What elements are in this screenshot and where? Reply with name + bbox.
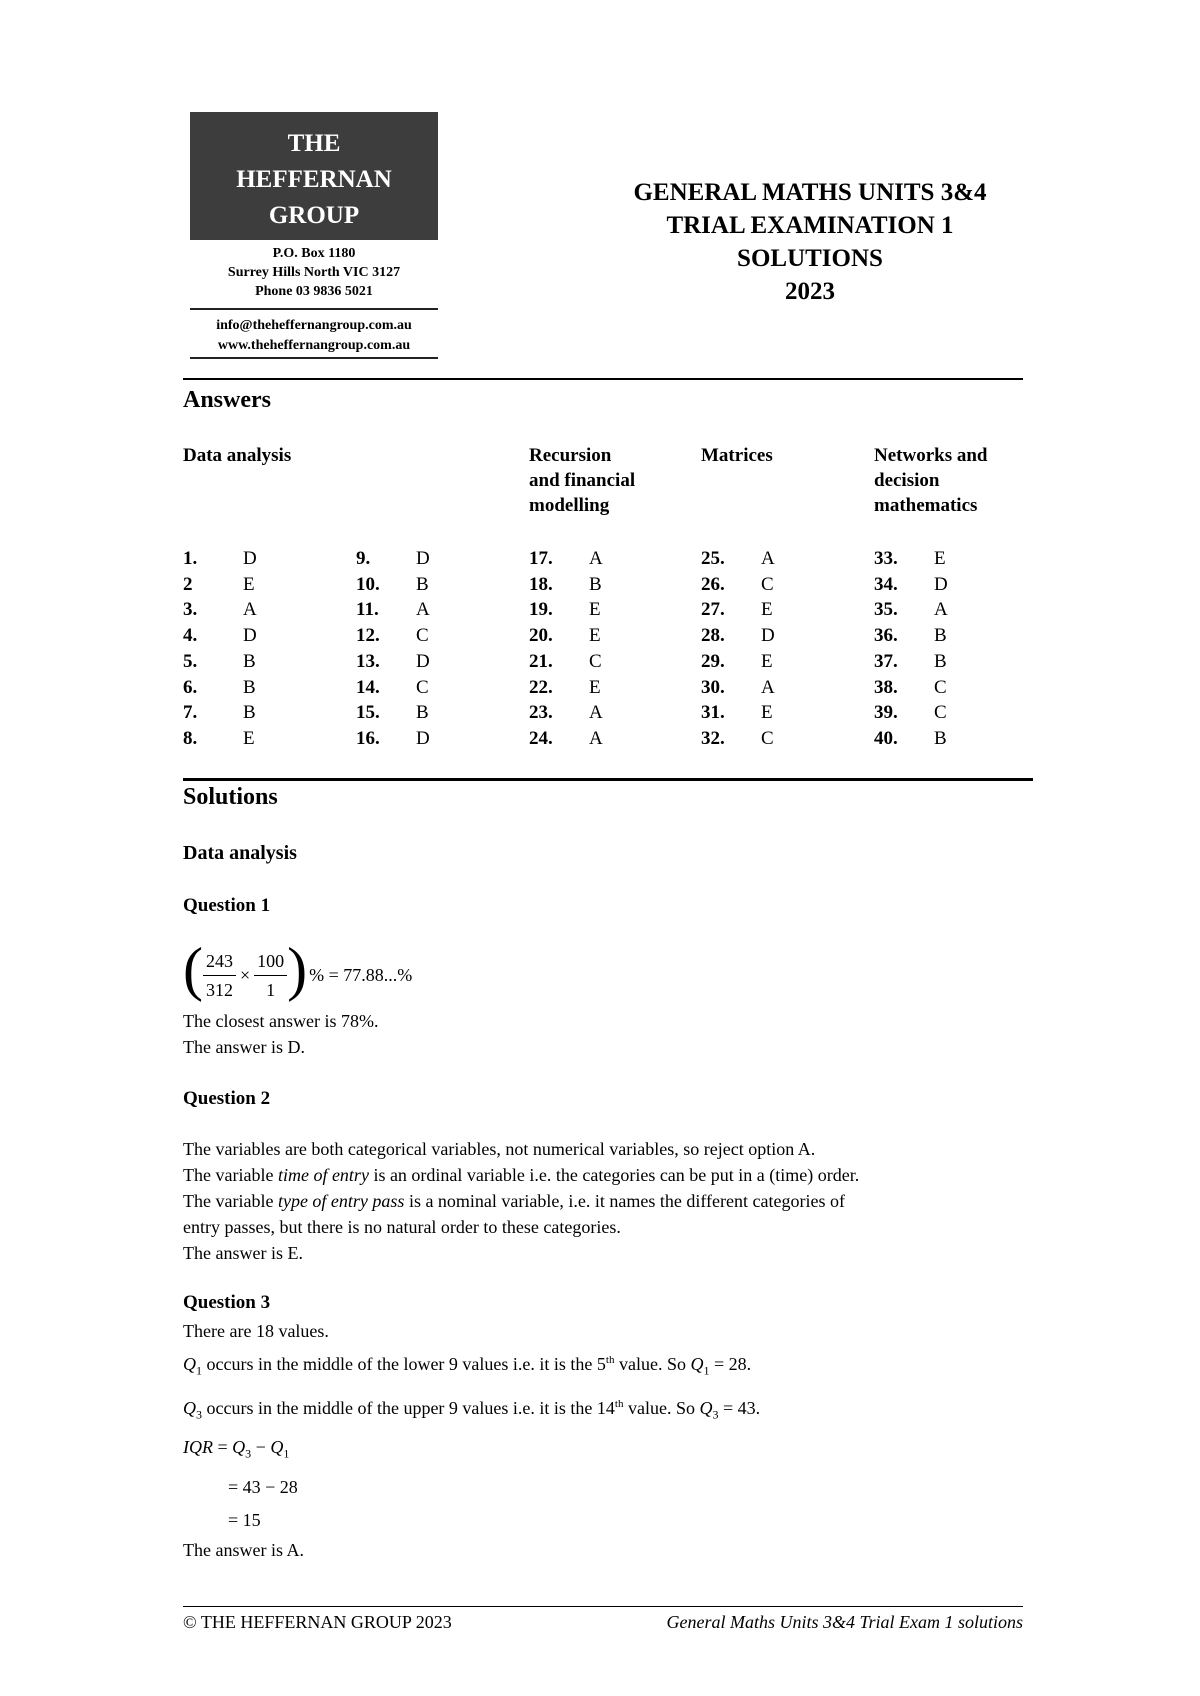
question-number: 15.	[356, 702, 380, 724]
answer-letter: A	[934, 599, 948, 621]
answer-letter: D	[243, 548, 257, 569]
denominator: 312	[205, 979, 233, 1000]
question-number: 19.	[529, 599, 553, 621]
section-data-analysis: Data analysis	[183, 445, 292, 466]
math-symbol: IQR	[183, 1437, 213, 1458]
right-paren: )	[287, 936, 308, 1002]
question-number: 9.	[356, 548, 371, 569]
answer-letter: B	[934, 650, 947, 672]
section-recursion	[529, 443, 635, 518]
subscript: 1	[196, 1363, 202, 1378]
logo-web	[190, 316, 438, 356]
answer-row	[183, 675, 257, 701]
answer-letter: E	[761, 702, 773, 724]
answer-row	[529, 597, 603, 623]
math-symbol: Q	[232, 1437, 246, 1458]
answer-row	[529, 649, 603, 675]
answer-row	[874, 623, 948, 649]
answer-letter: B	[243, 702, 256, 724]
left-paren: (	[183, 936, 203, 1002]
question-number: 11.	[356, 599, 379, 621]
question-number: 16.	[356, 727, 380, 749]
answers-heading: Answers	[183, 387, 271, 413]
answer-row	[529, 546, 603, 572]
text-span: The variable	[183, 1191, 278, 1211]
question-number: 7.	[183, 702, 198, 724]
answer-row	[356, 726, 430, 752]
question-number: 40.	[874, 727, 898, 749]
answer-row	[529, 726, 603, 752]
math-symbol: Q	[690, 1354, 704, 1374]
question-number: 3.	[183, 599, 198, 621]
answer-row	[874, 572, 948, 598]
header-rule	[183, 378, 1023, 380]
text-span: = 28.	[709, 1354, 752, 1374]
question-number: 23.	[529, 702, 553, 724]
answer-letter: B	[243, 650, 256, 672]
question-number: 20.	[529, 625, 553, 647]
answer-row	[356, 572, 430, 598]
section-matrices: Matrices	[701, 445, 773, 466]
answer-letter: E	[761, 650, 773, 672]
answer-letter: D	[761, 625, 775, 647]
footer-doc-title: General Maths Units 3&4 Trial Exam 1 solutions	[666, 1612, 1023, 1632]
question-2-title: Question 2	[183, 1088, 271, 1109]
fraction	[254, 947, 287, 1004]
answer-row	[183, 546, 257, 572]
text-span: occurs in the middle of the lower 9 values i.e. it is the 5	[202, 1354, 606, 1374]
section-label: modelling	[529, 495, 610, 516]
answer-column	[356, 546, 430, 752]
text-span: value. So	[614, 1354, 691, 1374]
answer-row	[874, 649, 948, 675]
math-symbol: Q	[270, 1437, 284, 1458]
text-line	[183, 1344, 1023, 1388]
answer-letter: D	[416, 727, 430, 749]
superscript: th	[605, 1354, 615, 1366]
question-number: 33.	[874, 548, 898, 569]
question-number: 17.	[529, 548, 553, 569]
question-number: 35.	[874, 599, 898, 621]
answer-row	[529, 675, 603, 701]
section-label: Recursion	[529, 445, 612, 466]
answer-row	[701, 675, 775, 701]
answer-letter: C	[934, 702, 947, 724]
answer-letter: B	[589, 573, 602, 595]
answer-letter: C	[416, 676, 429, 698]
footer-copyright: © THE HEFFERNAN GROUP 2023	[183, 1612, 452, 1632]
text-span: −	[251, 1437, 271, 1458]
answer-row	[183, 700, 257, 726]
question-number: 12.	[356, 625, 380, 647]
answer-letter: D	[416, 650, 430, 672]
variable-name: time of entry	[277, 1165, 369, 1185]
answer-letter: E	[589, 599, 601, 621]
numerator: 100	[254, 947, 287, 976]
text-line: The closest answer is 78%.	[183, 1011, 379, 1031]
answer-letter: E	[243, 573, 255, 595]
fraction	[203, 947, 236, 1004]
text-span: is an ordinal variable i.e. the categories can be put in a (time) order.	[368, 1165, 860, 1185]
math-symbol: Q	[183, 1397, 196, 1418]
section-networks	[874, 443, 987, 518]
subscript: 3	[712, 1407, 719, 1422]
answer-letter: E	[243, 727, 255, 749]
question-1-title: Question 1	[183, 895, 271, 916]
subscript: 1	[283, 1446, 290, 1461]
logo-divider	[190, 308, 438, 310]
answer-letter: D	[416, 548, 430, 569]
question-number: 31.	[701, 702, 725, 724]
question-number: 18.	[529, 573, 553, 595]
answer-row	[183, 649, 257, 675]
question-number: 32.	[701, 727, 725, 749]
answer-letter: A	[589, 548, 603, 569]
answer-row	[529, 700, 603, 726]
math-symbol: Q	[183, 1354, 196, 1374]
times-sign: ×	[239, 964, 251, 985]
answer-letter: B	[416, 702, 429, 724]
text-span: occurs in the middle of the upper 9 values i.e. it is the 14	[202, 1397, 615, 1418]
logo-divider	[190, 357, 438, 359]
logo-line1: THE	[287, 130, 341, 157]
answer-row	[356, 546, 430, 572]
answer-letter: B	[934, 727, 947, 749]
answer-row	[356, 597, 430, 623]
question-number: 21.	[529, 650, 553, 672]
text-span: =	[213, 1437, 233, 1458]
address-line1: P.O. Box 1180	[272, 246, 356, 261]
answer-row	[183, 623, 257, 649]
question-number: 24.	[529, 727, 553, 749]
text-line: The answer is D.	[183, 1037, 305, 1057]
question-number: 34.	[874, 573, 898, 595]
answer-letter: A	[761, 676, 775, 698]
answer-letter: A	[589, 702, 603, 724]
logo-line3: GROUP	[268, 202, 360, 229]
answer-row	[183, 726, 257, 752]
answer-row	[874, 726, 948, 752]
answer-row	[701, 726, 775, 752]
answer-row	[874, 675, 948, 701]
title-line3: SOLUTIONS	[737, 245, 883, 272]
variable-name: type of entry pass	[277, 1191, 405, 1211]
answer-column	[874, 546, 948, 752]
answer-row	[701, 597, 775, 623]
answer-letter: B	[416, 573, 429, 595]
text-line: entry passes, but there is no natural order to these categories.	[183, 1217, 621, 1237]
subscript: 3	[245, 1446, 252, 1461]
answer-row	[874, 700, 948, 726]
text-span: The variable	[183, 1165, 278, 1185]
answer-row	[874, 597, 948, 623]
calc-line: = 15	[228, 1509, 261, 1530]
question-number: 37.	[874, 650, 898, 672]
answer-row	[356, 675, 430, 701]
solutions-subheading: Data analysis	[183, 842, 297, 864]
question-number: 29.	[701, 650, 725, 672]
question-number: 38.	[874, 676, 898, 698]
math-symbol: Q	[699, 1397, 713, 1418]
answer-letter: D	[243, 625, 257, 647]
answer-letter: C	[761, 573, 774, 595]
answer-row	[356, 649, 430, 675]
answer-letter: C	[761, 727, 774, 749]
title-line1: GENERAL MATHS UNITS 3&4	[633, 179, 987, 206]
answer-column	[529, 546, 603, 752]
answer-row	[701, 623, 775, 649]
text-line	[183, 1162, 1023, 1188]
answer-row	[701, 546, 775, 572]
question-number: 4.	[183, 625, 198, 647]
formula-result: % = 77.88...%	[309, 964, 413, 985]
question-number: 13.	[356, 650, 380, 672]
answer-letter: C	[416, 625, 429, 647]
answer-letter: A	[416, 599, 430, 621]
text-line: There are 18 values.	[183, 1321, 329, 1341]
answer-column	[183, 546, 257, 752]
answer-row	[701, 572, 775, 598]
title-year: 2023	[785, 278, 835, 305]
answer-letter: E	[589, 625, 601, 647]
answer-letter: C	[934, 676, 947, 698]
question-number: 27.	[701, 599, 725, 621]
calc-line: = 43 − 28	[228, 1476, 298, 1497]
answer-letter: B	[934, 625, 947, 647]
answer-row	[874, 546, 948, 572]
answer-row	[529, 572, 603, 598]
text-line	[183, 1188, 1023, 1214]
question-1-body	[183, 1008, 378, 1060]
title-line2: TRIAL EXAMINATION 1	[666, 212, 954, 239]
footer-rule	[183, 1606, 1023, 1607]
question-number: 22.	[529, 676, 553, 698]
answer-letter: E	[934, 548, 946, 569]
numerator: 243	[203, 947, 236, 976]
answer-letter: A	[243, 599, 257, 621]
answer-row	[701, 700, 775, 726]
section-label: Networks and	[874, 445, 988, 466]
logo	[190, 112, 438, 240]
text-line: The answer is E.	[183, 1243, 303, 1263]
text-line: The answer is A.	[183, 1539, 304, 1560]
text-span: = 43.	[718, 1397, 761, 1418]
answer-letter: E	[589, 676, 601, 698]
question-number: 25.	[701, 548, 725, 569]
question-3-body	[183, 1318, 1023, 1563]
question-number: 8.	[183, 727, 198, 749]
text-span: is a nominal variable, i.e. it names the different categories of	[404, 1191, 845, 1211]
subscript: 3	[196, 1407, 202, 1422]
question-1-formula	[183, 936, 413, 1006]
answer-letter: B	[243, 676, 256, 698]
answer-column	[701, 546, 775, 752]
question-3-title: Question 3	[183, 1292, 271, 1313]
logo-line2: HEFFERNAN	[236, 166, 392, 193]
question-number: 26.	[701, 573, 725, 595]
question-number: 6.	[183, 676, 198, 698]
logo-address	[190, 244, 438, 301]
question-2-body	[183, 1136, 1023, 1266]
email: info@theheffernangroup.com.au	[216, 318, 412, 333]
iqr-line	[183, 1431, 1023, 1471]
answer-row	[356, 623, 430, 649]
question-number: 2	[183, 573, 193, 595]
answer-row	[183, 597, 257, 623]
website: www.theheffernangroup.com.au	[217, 338, 411, 353]
answer-letter: E	[761, 599, 773, 621]
answer-letter: D	[934, 573, 948, 595]
answer-letter: C	[589, 650, 602, 672]
phone: Phone 03 9836 5021	[255, 284, 373, 299]
question-number: 10.	[356, 573, 380, 595]
answer-row	[183, 572, 257, 598]
denominator: 1	[266, 979, 276, 1000]
section-label: and financial	[529, 470, 636, 491]
question-number: 14.	[356, 676, 380, 698]
question-number: 28.	[701, 625, 725, 647]
question-number: 5.	[183, 650, 198, 672]
subscript: 1	[703, 1363, 710, 1378]
document-title	[560, 176, 1060, 308]
answer-row	[701, 649, 775, 675]
question-number: 1.	[183, 548, 198, 569]
question-number: 30.	[701, 676, 725, 698]
question-number: 39.	[874, 702, 898, 724]
question-number: 36.	[874, 625, 898, 647]
answer-letter: A	[589, 727, 603, 749]
address-line2: Surrey Hills North VIC 3127	[227, 265, 401, 280]
answer-row	[529, 623, 603, 649]
text-line	[183, 1388, 1023, 1432]
answer-row	[356, 700, 430, 726]
text-span: value. So	[623, 1397, 700, 1418]
solutions-heading: Solutions	[183, 784, 278, 810]
text-line: The variables are both categorical variables, not numerical variables, so reject option A.	[183, 1139, 816, 1159]
section-label: decision	[874, 470, 940, 491]
answers-rule	[183, 778, 1033, 781]
superscript: th	[614, 1397, 624, 1410]
section-label: mathematics	[874, 495, 978, 516]
answer-letter: A	[761, 548, 775, 569]
